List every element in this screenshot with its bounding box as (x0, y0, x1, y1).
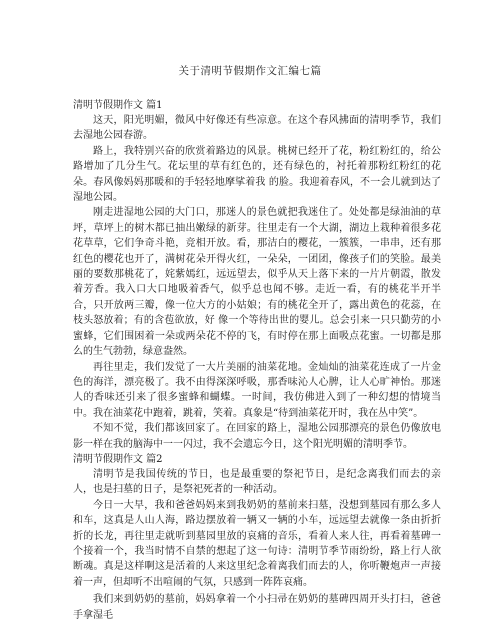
paragraph: 路上，我特别兴奋的欣赏着路边的风景。桃树已经开了花，粉红粉红的，给公路增加了几分生气。花坛里的草有红色的，还有绿色的，衬托着那粉红粉红的花朵。春风像妈妈那暖和的手轻轻地摩挲着我 的脸。我迎着春风，不一会儿就到达了湿地公园。 (73, 145, 441, 204)
section-heading: 清明节假期作文 篇1 (73, 100, 163, 111)
paragraph: 再往里走，我们发觉了一大片美丽的油菜花地。金灿灿的油菜花连成了一片金色的海洋，漂亮极了。我不由得深深呼吸，那香味沁人心脾，让人心旷神怡。那迷人的香味还引来了很多蜜蜂和蝴蝶。一时间，我仿佛进入到了一种幻想的情境当中。我在油菜花中跑着，跳着，笑着。真象是“待到油菜花开时，我在丛中笑”。 (73, 361, 441, 419)
paragraph: 今日一大早，我和爸爸妈妈来到我奶奶的墓前来扫墓，没想到墓园有那么多人和车，这真是人山人海，路边摆放着一辆又一辆的小车，远远望去就像一条由折折折的长龙，再往里走就听到墓园里放的哀痛的音乐，看着人来人往，再看着墓碑一个接着一个，我当时情不自禁的想起了这一句诗：清明节季节雨纷纷，路上行人欲断魂。真是这样啊这是活着的人来这里纪念着离我们而去的人，你听鞭炮声一声接着一声，但却听不出喧闹的气氛，只感到一阵阵哀痛。 (73, 499, 441, 588)
section-heading: 清明节假期作文 篇2 (73, 453, 163, 465)
paragraph: 这天，阳光明媚，微风中好像还有些凉意。在这个春风拂面的清明季节，我们去湿地公园春游。 (73, 115, 441, 142)
paragraph: 刚走进湿地公园的大门口，那迷人的景色就把我迷住了。处处都是绿油油的草坪，草坪上的树木都已抽出嫩绿的新芽。往里走有一个大湖，湖边上栽种着很多花花草草，它们争奇斗艳，竞相开放。看，那洁白的樱花，一簇簇，一串串，还有那红色的樱花也开了，满树花朵开得火红，一朵朵，一团团，像孩子们的笑脸。最美丽的要数那桃花了，姹紫嫣红，远远望去，似乎从天上落下来的一片片朝霞，散发着芳香。我入口大口地吸着香气，似乎总也闻不够。走近一看，有的桃花半开半合，只开放两三瓣，像一位大方的小姑娘；有的桃花全开了，露出黄色的花蕊，在枝头怒放着；有的含苞欲放，好 像一个等待出世的婴儿。总会引来一只只勤劳的小蜜蜂，它们围困着一朵或两朵花不停的飞，有时停在那上面吸点花蜜。一切都是那么的生气勃勃，绿意盎然。 (73, 207, 441, 358)
paragraph: 我们来到奶奶的墓前，妈妈拿着一个小扫帚在奶奶的墓碑四周开头打扫，爸爸手拿湿毛 (73, 594, 441, 621)
paragraph: 清明节是我国传统的节日，也是最重要的祭祀节日，是纪念离我们而去的亲人，也是扫墓的日子，是祭祀死者的一种活动。 (73, 468, 441, 496)
document-body (73, 98, 441, 623)
document-title: 关于清明节假期作文汇编七篇 (178, 65, 322, 77)
paragraph: 不知不觉，我们都该回家了。在回家的路上，湿地公园那漂亮的景色仍像放电影一样在我的脑海中一一闪过，我不会遗忘今日，这个阳光明媚的清明季节。 (73, 423, 441, 450)
